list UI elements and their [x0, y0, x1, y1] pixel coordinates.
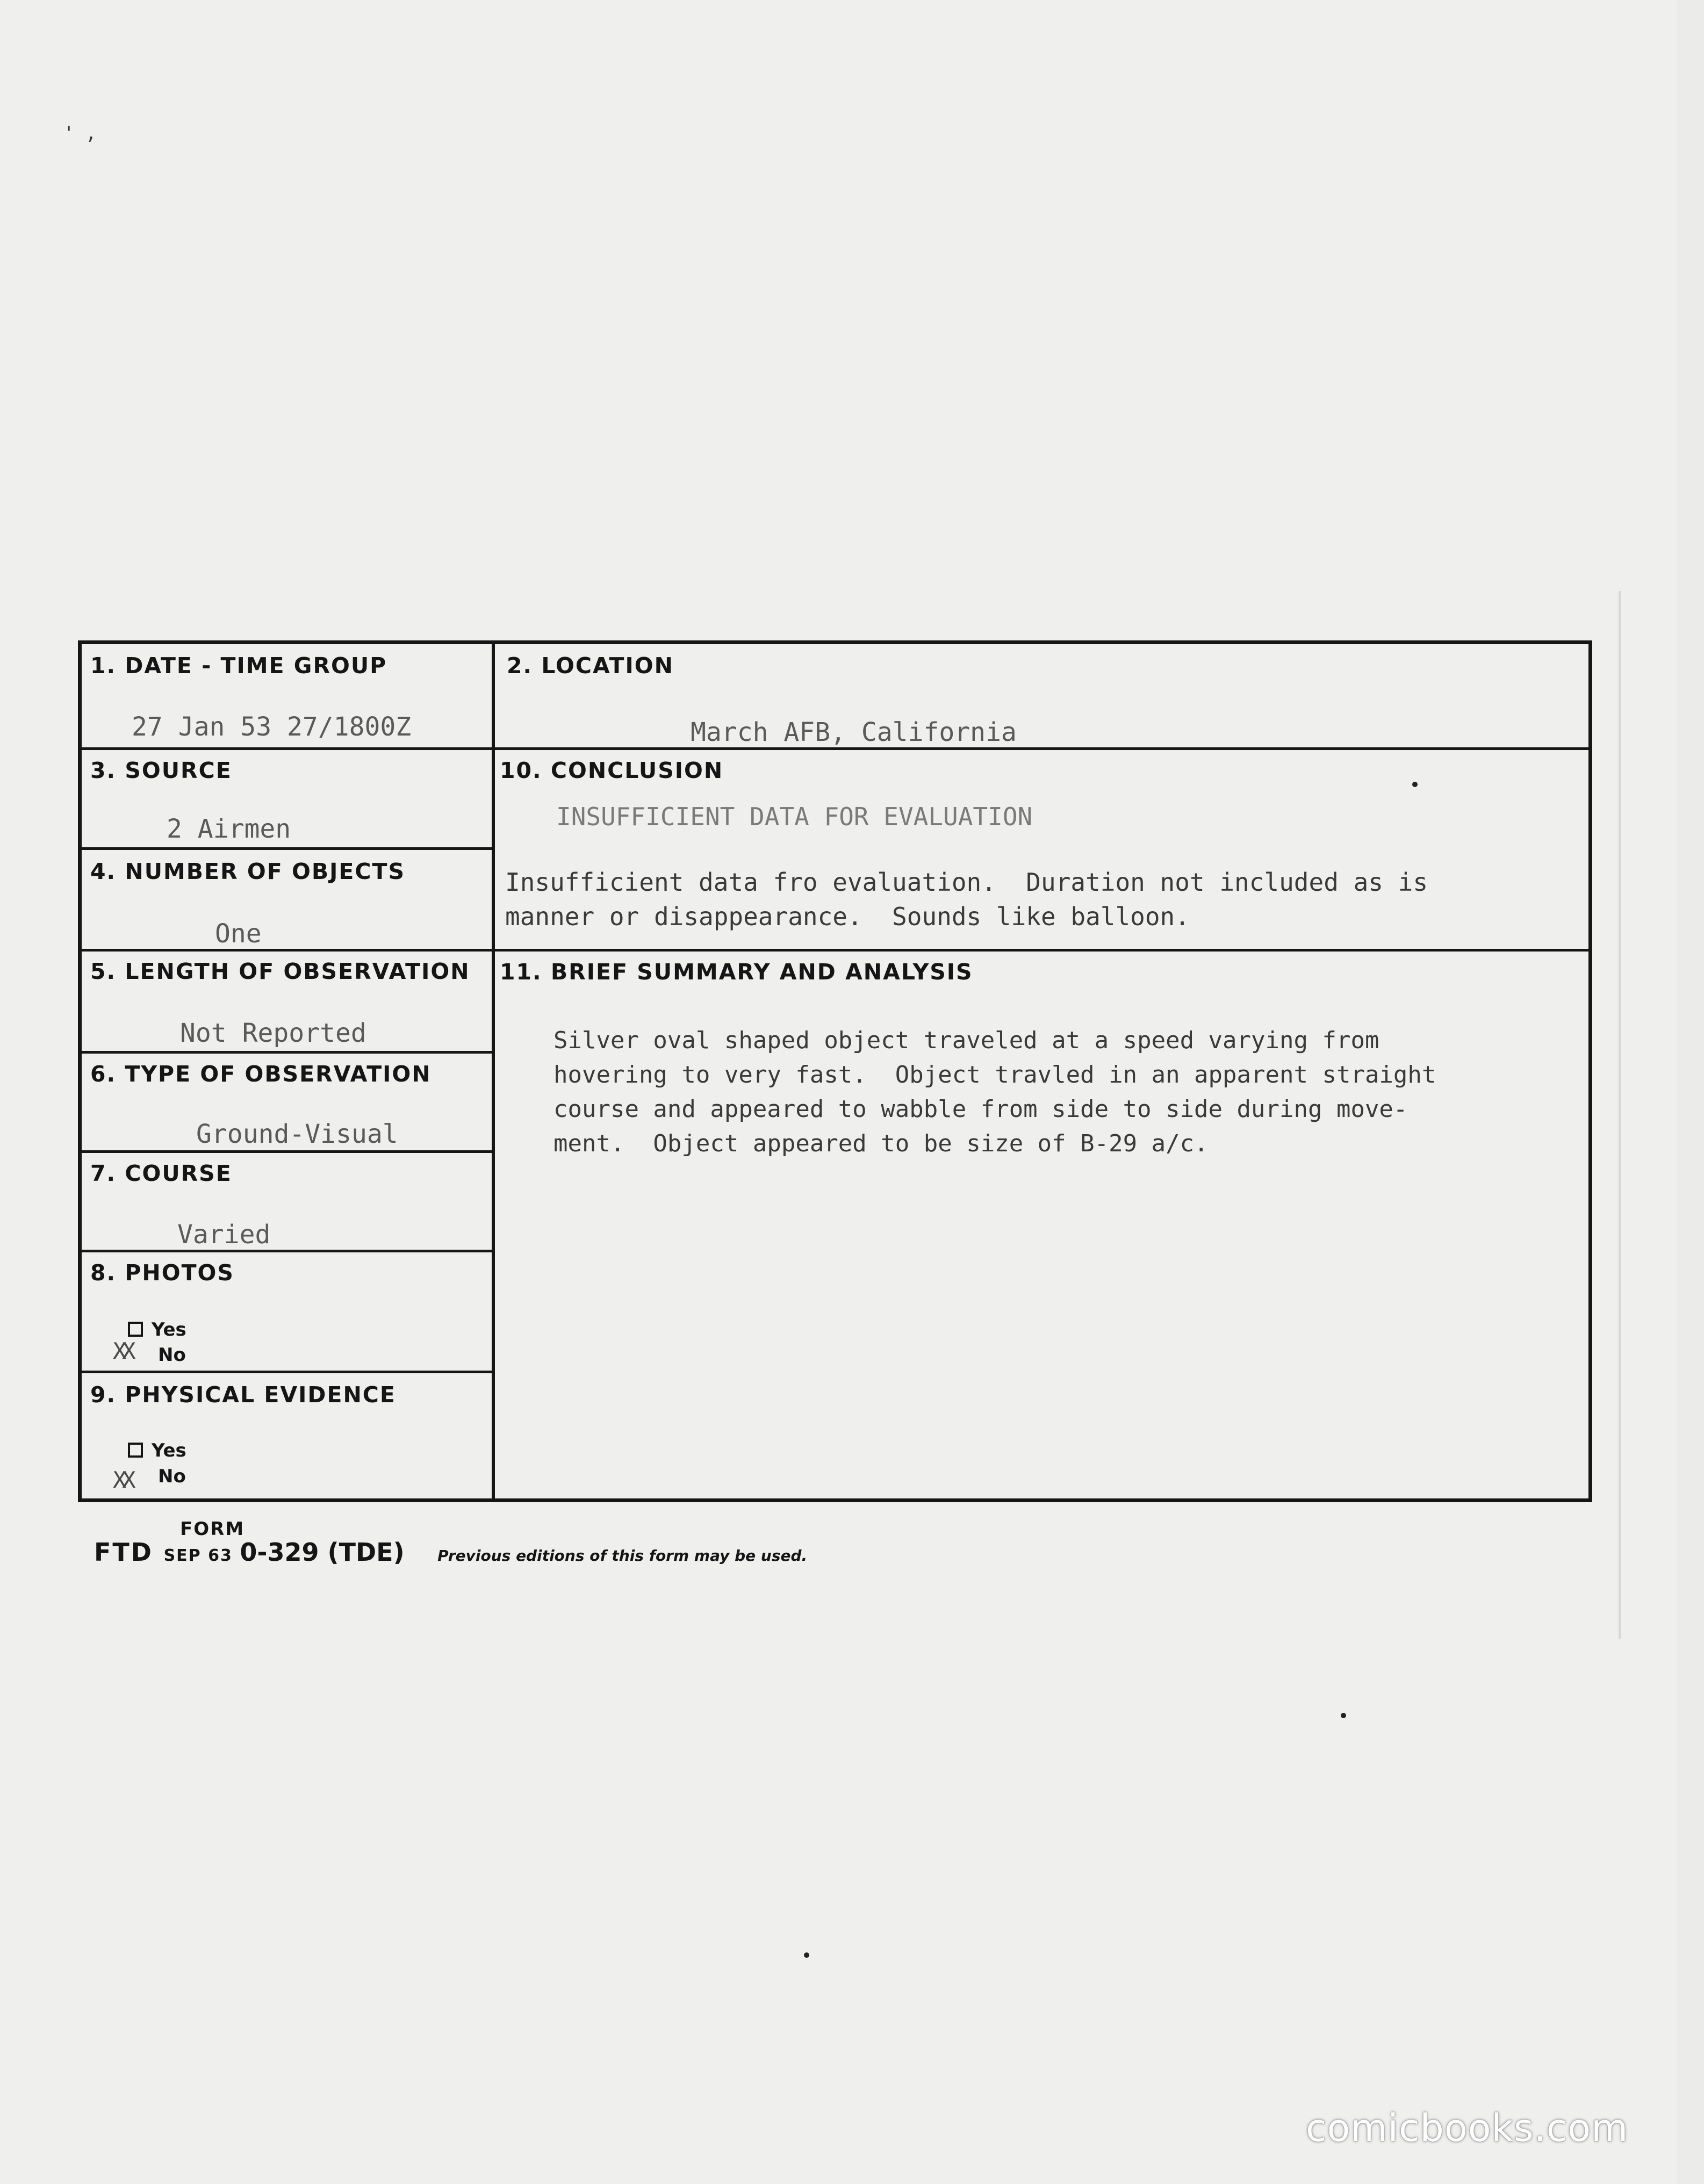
- paper-speck: [804, 1952, 809, 1958]
- number-of-objects-label: 4. NUMBER OF OBJECTS: [90, 859, 405, 884]
- photos-yes-label: Yes: [152, 1319, 186, 1340]
- type-of-observation-label: 6. TYPE OF OBSERVATION: [90, 1061, 432, 1087]
- location-value: March AFB, California: [691, 717, 1017, 747]
- physical-evidence-label: 9. PHYSICAL EVIDENCE: [90, 1382, 396, 1408]
- form-rule: [78, 1250, 493, 1252]
- conclusion-label: 10. CONCLUSION: [500, 758, 724, 783]
- physical-evidence-no-check-mark: XX: [113, 1467, 132, 1493]
- conclusion-heading: INSUFFICIENT DATA FOR EVALUATION: [556, 802, 1033, 831]
- footer-number: 0-329 (TDE): [240, 1538, 405, 1567]
- form-rule: [78, 1051, 493, 1054]
- course-label: 7. COURSE: [90, 1161, 232, 1186]
- watermark: comicbooks.com: [1306, 2106, 1629, 2150]
- checkbox-icon: [128, 1322, 143, 1337]
- location-label: 2. LOCATION: [507, 653, 674, 679]
- summary-text: Silver oval shaped object traveled at a speed varying from hovering to very fast. Object travled in an apparent straight course and appeared to wabble from side to side during move- ment. Object appeared to be size of B-29 a/c.: [553, 1027, 1436, 1157]
- date-time-group-value: 27 Jan 53 27/1800Z: [132, 712, 412, 742]
- conclusion-text: Insufficient data fro evaluation. Duration not included as is manner or disappearance. Sounds like balloon.: [505, 868, 1428, 931]
- photos-label: 8. PHOTOS: [90, 1260, 234, 1286]
- physical-evidence-yes-option: [128, 1440, 186, 1461]
- course-value: Varied: [177, 1220, 271, 1250]
- physical-evidence-no-label: No: [158, 1466, 186, 1487]
- summary-label: 11. BRIEF SUMMARY AND ANALYSIS: [500, 959, 973, 985]
- length-of-observation-value: Not Reported: [180, 1018, 366, 1048]
- length-of-observation-label: 5. LENGTH OF OBSERVATION: [90, 958, 470, 984]
- paper-speck: [1341, 1713, 1346, 1718]
- physical-evidence-yes-label: Yes: [152, 1440, 186, 1461]
- form-rule: [78, 1371, 493, 1373]
- source-value: 2 Airmen: [167, 814, 291, 844]
- paper-speck: [1412, 782, 1418, 787]
- footer-date: SEP 63: [163, 1546, 233, 1565]
- checkbox-icon: [128, 1443, 143, 1458]
- footer-form-word: FORM: [180, 1518, 245, 1540]
- footer-form-number: [94, 1538, 807, 1567]
- page-edge-shadow: [1619, 591, 1621, 1639]
- photos-no-label: No: [158, 1344, 186, 1366]
- stray-marks: ' ,: [63, 122, 97, 144]
- footer-note: Previous editions of this form may be used.: [437, 1547, 808, 1565]
- footer-ftd: FTD: [94, 1538, 153, 1567]
- form-rule: [78, 949, 1592, 952]
- number-of-objects-value: One: [215, 919, 262, 949]
- form-rule: [78, 747, 1592, 750]
- form-rule: [78, 847, 493, 850]
- photos-no-check-mark: XX: [113, 1338, 132, 1364]
- date-time-group-label: 1. DATE - TIME GROUP: [90, 653, 387, 679]
- photos-yes-option: [128, 1319, 186, 1340]
- type-of-observation-value: Ground-Visual: [196, 1119, 398, 1149]
- form-rule: [78, 1150, 493, 1153]
- source-label: 3. SOURCE: [90, 758, 232, 783]
